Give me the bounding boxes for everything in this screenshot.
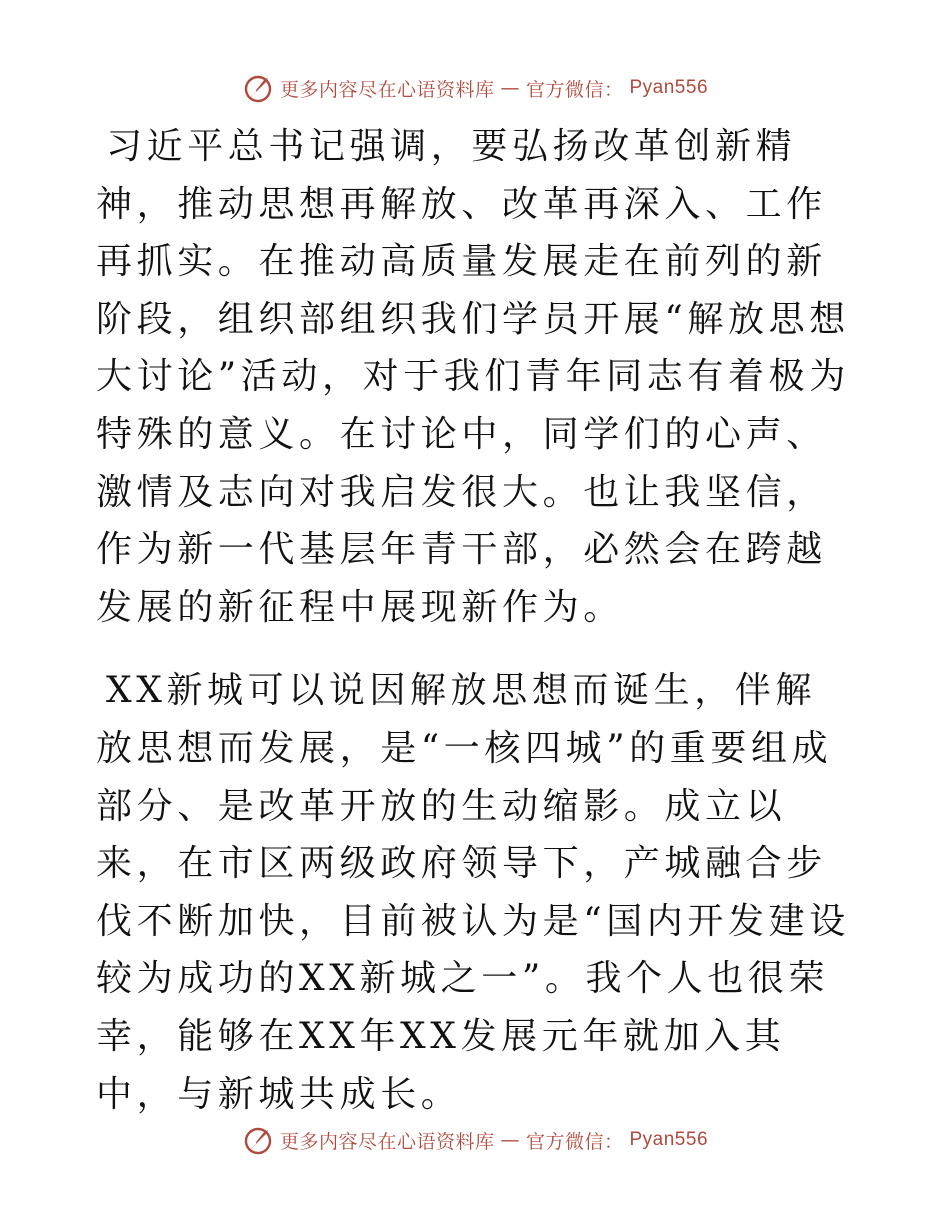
watermark-dash: — <box>500 1129 520 1151</box>
paragraph-1: 习近平总书记强调，要弘扬改革创新精神，推动思想再解放、改革再深入、工作再抓实。在推动高质量发展走在前列的新阶段，组织部组织我们学员开展“解放思想大讨论”活动，对于我们青年同志有着极为特殊的意义。在讨论中，同学们的心声、激情及志向对我启发很大。也让我坚信，作为新一代基层年青干部，必然会在跨越发展的新征程中展现新作为。 <box>96 126 850 628</box>
watermark-brand: 更多内容尽在心语资料库 <box>279 1130 495 1153</box>
quill-pen-icon <box>242 72 274 104</box>
header-watermark <box>0 72 950 104</box>
watermark-dash: — <box>500 77 520 99</box>
quill-pen-icon <box>242 1124 274 1156</box>
watermark-brand: 更多内容尽在心语资料库 <box>279 78 495 101</box>
watermark-contact-handle: Pyan556 <box>629 77 709 98</box>
paragraph-2: XX新城可以说因解放思想而诞生，伴解放思想而发展，是“一核四城”的重要组成部分、是改革开放的生动缩影。成立以来，在市区两级政府领导下，产城融合步伐不断加快，目前被认为是“国内开发建设较为成功的XX新城之一”。我个人也很荣幸，能够在XX年XX发展元年就加入其中，与新城共成长。 <box>96 670 850 1115</box>
watermark-contact-label: 官方微信： <box>525 1130 624 1153</box>
watermark-contact-label: 官方微信： <box>525 78 624 101</box>
watermark-contact-handle: Pyan556 <box>629 1129 709 1150</box>
document-body <box>96 118 856 1149</box>
footer-watermark <box>0 1124 950 1156</box>
